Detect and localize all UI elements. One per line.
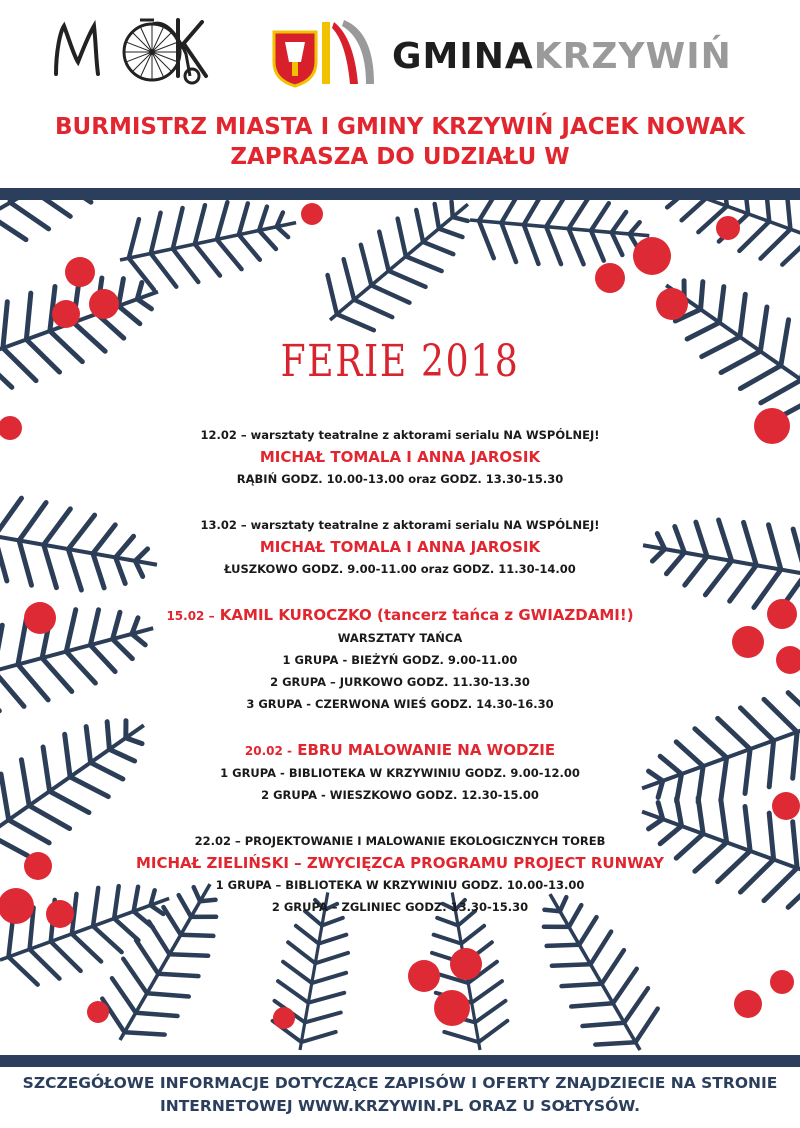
event-date: 15.02 – [166,609,215,623]
event-group: 2 GRUPA – ZGLINIEC GODZ. 13.30-15.30 [271,900,529,914]
event-headline: MICHAŁ ZIELIŃSKI – ZWYCIĘZCA PROGRAMU PROJECT RUNWAY [135,854,665,872]
mok-letters-icon [50,12,220,82]
event-description: 13.02 – warsztaty teatralne z aktorami serialu NA WSPÓLNEJ! [200,518,600,532]
event-entry [100,830,700,918]
event-title: FERIE 2018 [280,336,520,387]
event-headline: MICHAŁ TOMALA I ANNA JAROSIK [259,538,541,556]
event-entry [100,604,700,715]
event-description: 12.02 – warsztaty teatralne z aktorami serialu NA WSPÓLNEJ! [200,428,600,442]
footer-line-1: SZCZEGÓŁOWE INFORMACJE DOTYCZĄCE ZAPISÓW I OFERTY ZNAJDZIECIE NA STRONIE [22,1074,778,1092]
event-schedule: ŁUSZKOWO GODZ. 9.00-11.00 oraz GODZ. 11.30-14.00 [224,562,576,576]
footer-line-2: INTERNETOWEJ WWW.KRZYWIN.PL ORAZ U SOŁTYSÓW. [160,1097,640,1115]
event-headline-text: KAMIL KUROCZKO (tancerz tańca z GWIAZDAMI!) [214,606,634,624]
event-schedule: RĄBIŃ GODZ. 10.00-13.00 oraz GODZ. 13.30-15.30 [236,472,564,486]
mok-logo [50,10,220,82]
event-group: 3 GRUPA - CZERWONA WIEŚ GODZ. 14.30-16.30 [246,697,554,711]
event-headline [100,604,700,627]
event-headline-text: EBRU MALOWANIE NA WODZIE [292,741,556,759]
event-group: 1 GRUPA - BIEŻYŃ GODZ. 9.00-11.00 [282,653,518,667]
top-divider [0,188,800,200]
event-headline [100,739,700,762]
event-entry [100,514,700,580]
event-date: 20.02 - [244,744,293,758]
bottom-divider [0,1055,800,1067]
event-subtitle: WARSZTATY TAŃCA [337,631,463,645]
gmina-wordmark-part2: KRZYWIŃ [533,36,732,77]
event-group: 1 GRUPA - BIBLIOTEKA W KRZYWINIU GODZ. 9.00-12.00 [220,766,580,780]
event-group: 2 GRUPA - WIESZKOWO GODZ. 12.30-15.00 [261,788,539,802]
event-entry [100,424,700,490]
event-description: 22.02 – PROJEKTOWANIE I MALOWANIE EKOLOGICZNYCH TOREB [194,834,606,848]
mok-logo-text [50,12,220,96]
event-headline: MICHAŁ TOMALA I ANNA JAROSIK [259,448,541,466]
invitation-line-2: ZAPRASZA DO UDZIAŁU W [230,144,570,170]
gmina-logo [270,18,770,88]
program-content [100,330,700,942]
gmina-wordmark [392,36,732,77]
footer-info [0,1072,800,1118]
invitation-heading [0,112,800,172]
gmina-wordmark-part1: GMINA [392,36,534,77]
event-group: 1 GRUPA – BIBLIOTEKA W KRZYWINIU GODZ. 10.00-13.00 [215,878,585,892]
event-group: 2 GRUPA – JURKOWO GODZ. 11.30-13.30 [270,675,530,689]
invitation-line-1: BURMISTRZ MIASTA I GMINY KRZYWIŃ JACEK NOWAK [55,114,745,140]
coat-of-arms-icon [270,18,388,88]
header [0,0,800,190]
event-entry [100,739,700,806]
